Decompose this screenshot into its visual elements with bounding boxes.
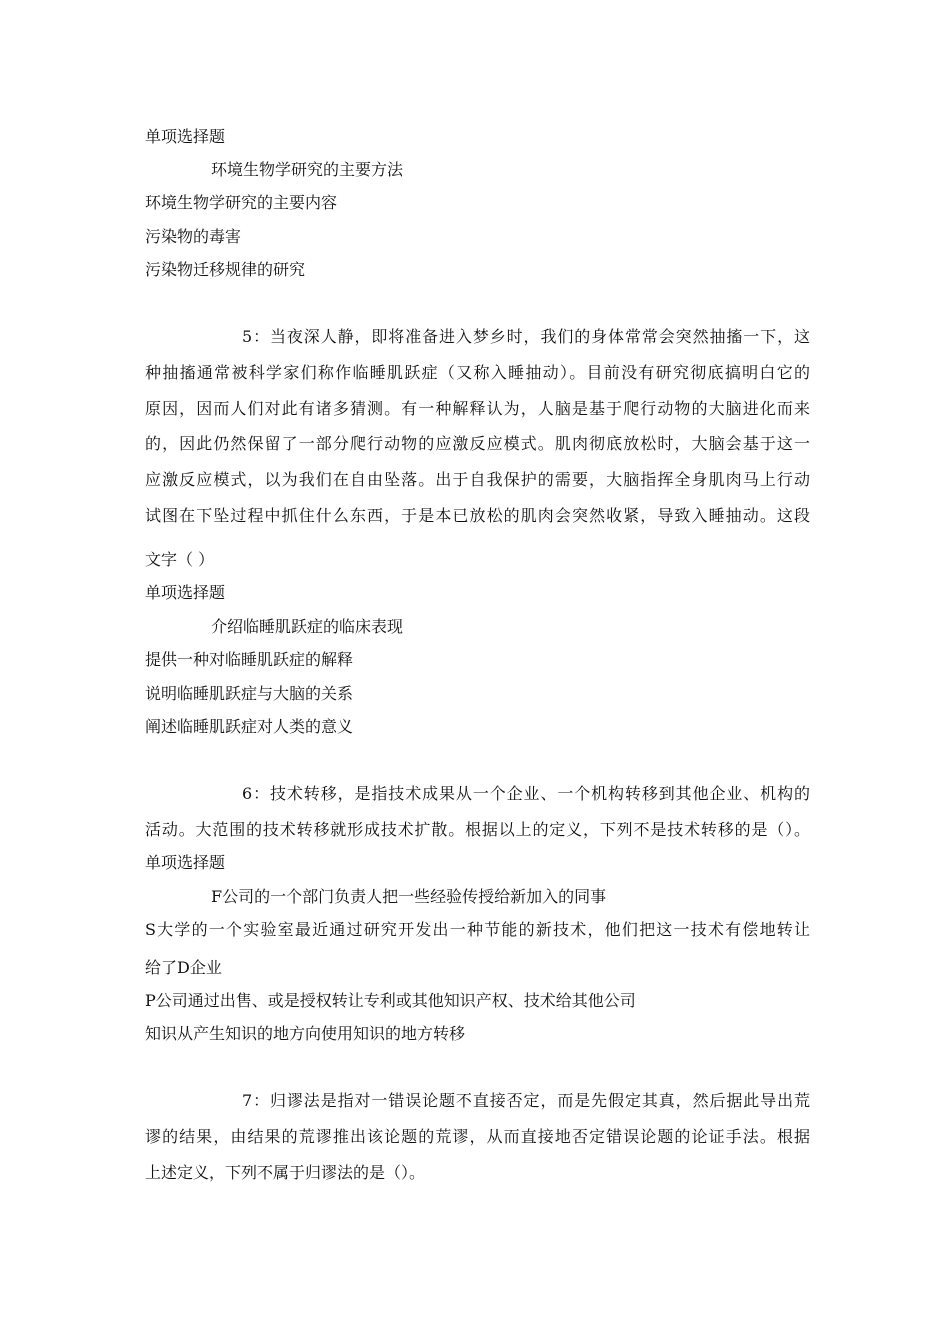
q5-stem-line-2: 种抽搐通常被科学家们称作临睡肌跃症（又称入睡抽动）。目前没有研究彻底搞明白它的	[145, 363, 810, 382]
q5-option-b: 提供一种对临睡肌跃症的解释	[145, 650, 354, 669]
q6-option-b-line-2: 给了D企业	[145, 958, 222, 977]
q7-stem-line-3: 上述定义，下列不属于归谬法的是（）。	[145, 1163, 426, 1182]
q5-option-d: 阐述临睡肌跃症对人类的意义	[145, 717, 354, 736]
q4-option-b: 环境生物学研究的主要内容	[145, 193, 338, 212]
q6-type-label: 单项选择题	[145, 853, 226, 872]
q4-option-c: 污染物的毒害	[145, 227, 242, 246]
q5-stem-line-3: 原因，因而人们对此有诸多猜测。有一种解释认为，人脑是基于爬行动物的大脑进化而来	[145, 399, 810, 418]
q6-option-c: P公司通过出售、或是授权转让专利或其他知识产权、技术给其他公司	[145, 991, 636, 1010]
q6-option-b-line-1: S大学的一个实验室最近通过研究开发出一种节能的新技术，他们把这一技术有偿地转让	[145, 920, 810, 939]
q6-stem-line-2: 活动。大范围的技术转移就形成技术扩散。根据以上的定义，下列不是技术转移的是（）。	[145, 820, 810, 839]
q5-stem-line-6: 试图在下坠过程中抓住什么东西，于是本已放松的肌肉会突然收紧，导致入睡抽动。这段	[145, 506, 810, 525]
q5-stem-line-7: 文字（ ）	[145, 550, 215, 569]
q5-stem-line-5: 应激反应模式，以为我们在自由坠落。出于自我保护的需要，大脑指挥全身肌肉马上行动	[145, 470, 810, 489]
q7-stem-line-2: 谬的结果，由结果的荒谬推出该论题的荒谬，从而直接地否定错误论题的论证手法。根据	[145, 1127, 810, 1146]
q5-stem-line-1: 5：当夜深人静，即将准备进入梦乡时，我们的身体常常会突然抽搐一下，这	[242, 327, 810, 346]
q4-type-label: 单项选择题	[145, 127, 226, 146]
q6-option-a: F公司的一个部门负责人把一些经验传授给新加入的同事	[211, 887, 607, 906]
q5-option-a: 介绍临睡肌跃症的临床表现	[211, 617, 404, 636]
q5-type-label: 单项选择题	[145, 583, 226, 602]
q4-option-a: 环境生物学研究的主要方法	[211, 160, 404, 179]
q4-option-d: 污染物迁移规律的研究	[145, 260, 306, 279]
q6-stem-line-1: 6：技术转移，是指技术成果从一个企业、一个机构转移到其他企业、机构的	[242, 784, 810, 803]
q5-stem-line-4: 的，因此仍然保留了一部分爬行动物的应激反应模式。肌肉彻底放松时，大脑会基于这一	[145, 434, 810, 453]
q5-option-c: 说明临睡肌跃症与大脑的关系	[145, 684, 354, 703]
q7-stem-line-1: 7：归谬法是指对一错误论题不直接否定，而是先假定其真，然后据此导出荒	[242, 1091, 810, 1110]
q6-option-d: 知识从产生知识的地方向使用知识的地方转移	[145, 1024, 466, 1043]
